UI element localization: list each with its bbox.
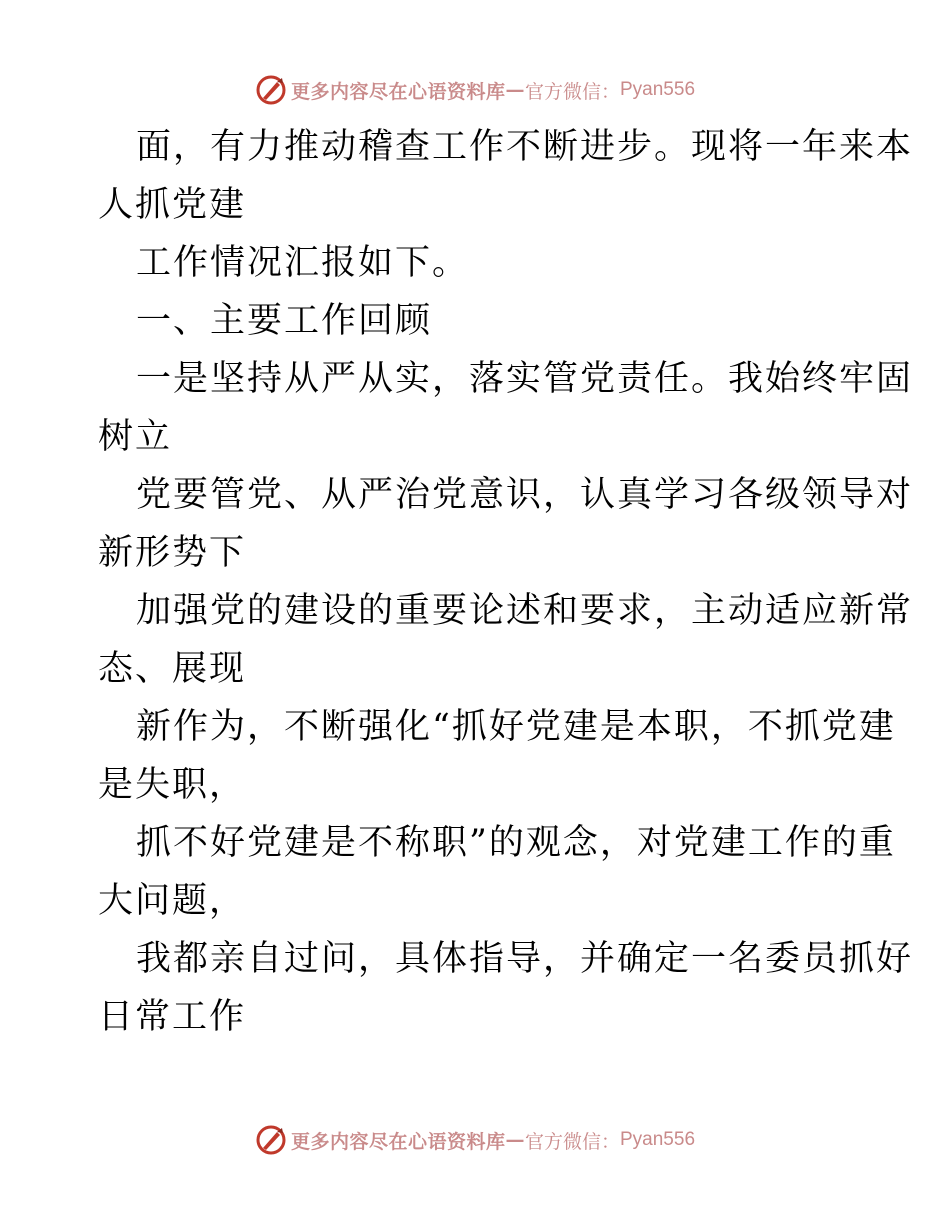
quill-pen-circle-icon <box>255 1124 287 1156</box>
body-line: 我都亲自过问，具体指导，并确定一名委员抓好 <box>136 939 914 979</box>
body-line: 面，有力推动稽查工作不断进步。现将一年来本 <box>136 127 914 167</box>
body-line: 人抓党建 <box>98 185 247 225</box>
banner-site-text: 更多内容尽在心语资料库 <box>290 80 506 103</box>
header-watermark-banner <box>0 70 950 110</box>
banner-wechat-id: Pyan556 <box>620 79 696 100</box>
body-line: 抓不好党建是不称职”的观念，对党建工作的重 <box>136 823 896 863</box>
body-line: 日常工作 <box>98 997 247 1037</box>
body-line: 加强党的建设的重要论述和要求，主动适应新常 <box>136 591 914 631</box>
body-line: 一是坚持从严从实，落实管党责任。我始终牢固 <box>136 359 914 399</box>
banner-wechat-id: Pyan556 <box>620 1129 696 1150</box>
body-line: 是失职， <box>98 765 247 805</box>
banner-wechat-label: 官方微信： <box>524 1130 620 1153</box>
body-line: 党要管党、从严治党意识，认真学习各级领导对 <box>136 475 914 515</box>
body-line: 新形势下 <box>98 533 247 573</box>
banner-dash: — <box>505 1129 525 1151</box>
quill-pen-circle-icon <box>255 74 287 106</box>
body-line: 树立 <box>98 417 173 457</box>
banner-site-text: 更多内容尽在心语资料库 <box>290 1130 506 1153</box>
banner-wechat-label: 官方微信： <box>524 80 620 103</box>
body-line: 工作情况汇报如下。 <box>136 243 470 283</box>
banner-dash: — <box>505 79 525 101</box>
section-heading: 一、主要工作回顾 <box>136 301 433 341</box>
body-line: 态、展现 <box>98 649 247 689</box>
body-line: 大问题， <box>98 881 247 921</box>
body-line: 新作为，不断强化“抓好党建是本职，不抓党建 <box>136 707 896 747</box>
footer-watermark-banner <box>0 1120 950 1160</box>
document-body <box>98 118 914 1046</box>
